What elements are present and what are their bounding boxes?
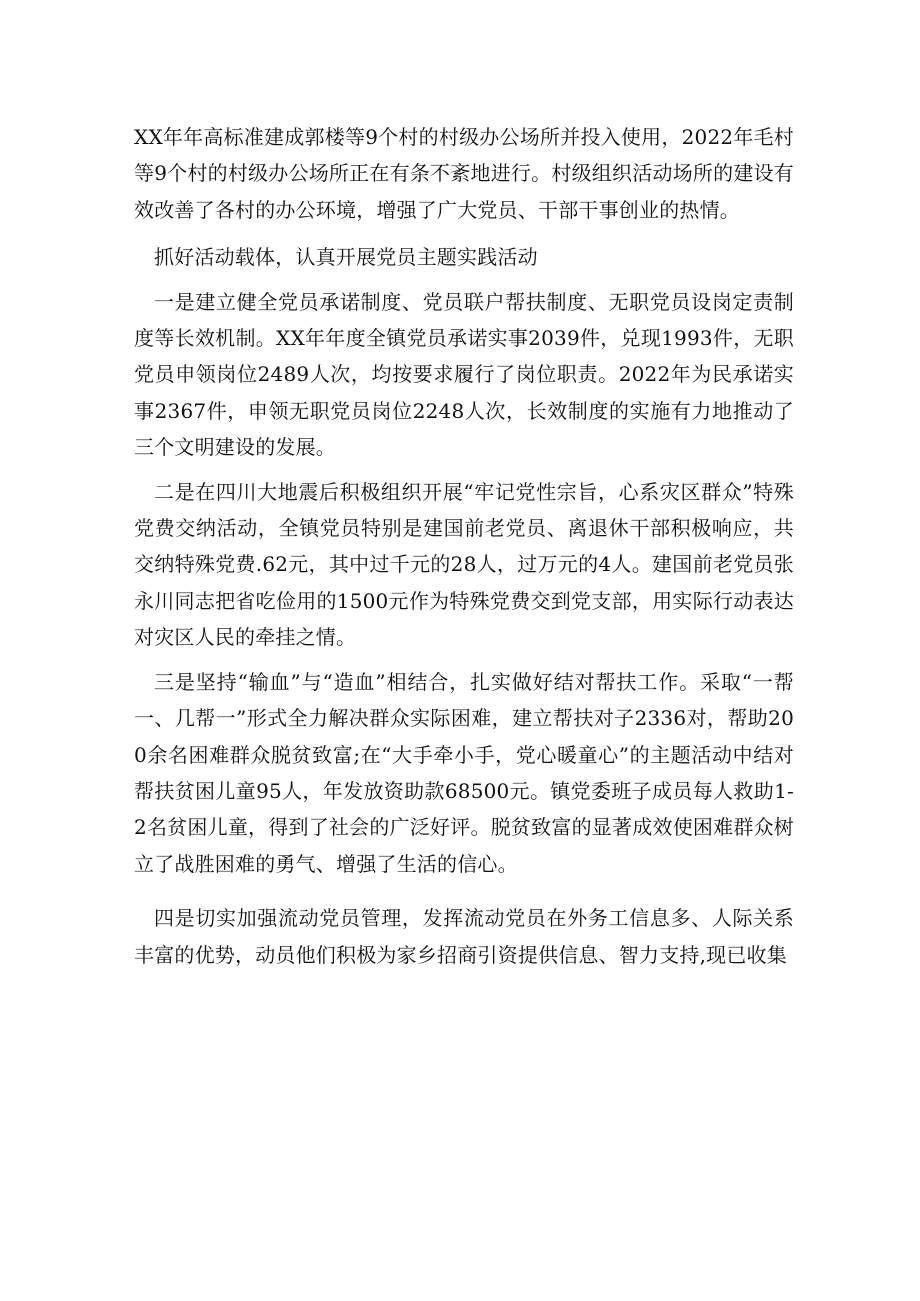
paragraph-commitment-system: 一是建立健全党员承诺制度、党员联户帮扶制度、无职党员设岗定责制度等长效机制。XX年年度全镇党员承诺实事2039件，兑现1993件，无职党员申领岗位2489人次，均按要求履行了岗位职责。2022年为民承诺实事2367件，申领无职党员岗位2248人次，长效制度的实施有力地推动了三个文明建设的发展。 [134,289,794,460]
document-body [134,119,794,973]
paragraph-mobile-members: 四是切实加强流动党员管理，发挥流动党员在外务工信息多、人际关系丰富的优势，动员他们积极为家乡招商引资提供信息、智力支持,现已收集 [134,906,794,967]
paragraph-earthquake-dues: 二是在四川大地震后积极组织开展“牢记党性宗旨，心系灾区群众”特殊党费交纳活动，全镇党员特别是建国前老党员、离退休干部积极响应，共交纳特殊党费.62元，其中过千元的28人，过万元的4人。建国前老党员张永川同志把省吃俭用的1500元作为特殊党费交到党支部，用实际行动表达对灾区人民的牵挂之情。 [134,479,794,650]
paragraph-offices: XX年年高标准建成郭楼等9个村的村级办公场所并投入使用，2022年毛村等9个村的村级办公场所正在有条不紊地进行。村级组织活动场所的建设有效改善了各村的办公环境，增强了广大党员、干部干事创业的热情。 [134,125,794,222]
section-heading-activities: 抓好活动载体，认真开展党员主题实践活动 [154,245,538,270]
paragraph-poverty-assistance: 三是坚持“输血”与“造血”相结合，扎实做好结对帮扶工作。采取“一帮一、几帮一”形式全力解决群众实际困难，建立帮扶对子2336对，帮助200余名困难群众脱贫致富;在“大手牵小手，党心暖童心”的主题活动中结对帮扶贫困儿童95人，年发放资助款68500元。镇党委班子成员每人救助1-2名贫困儿童，得到了社会的广泛好评。脱贫致富的显著成效使困难群众树立了战胜困难的勇气、增强了生活的信心。 [134,669,794,876]
